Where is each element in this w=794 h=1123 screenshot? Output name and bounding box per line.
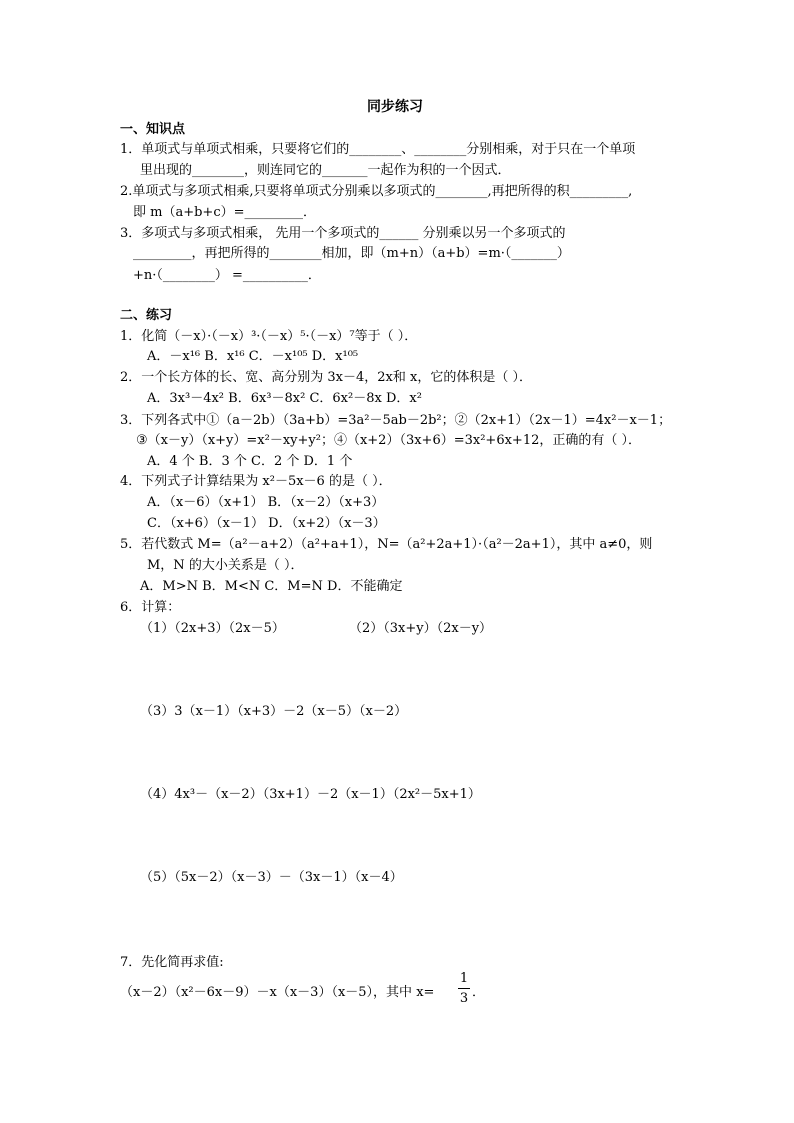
- q2-options: A．3x³－4x² B．6x³－8x² C．6x²－8x D．x²: [147, 391, 422, 406]
- q6-part-4: （4）4x³－（x－2）（3x+1）－2（x－1）（2x²－5x+1）: [140, 787, 481, 802]
- q4-options-ab: A．（x－6）（x+1） B．（x－2）（x+3）: [147, 495, 385, 510]
- page-title: 同步练习: [367, 99, 423, 115]
- q5-cont: M，N 的大小关系是（ ）．: [147, 558, 304, 573]
- s1-line-2: 里出现的________，则连同它的_______一起作为积的一个因式．: [140, 163, 511, 178]
- q5-options: A．M>N B．M<N C．M=N D．不能确定: [140, 579, 403, 594]
- q6-part-1: （1）（2x+3）（2x－5）: [140, 621, 285, 636]
- q5: 5．若代数式 M=（a²－a+2）（a²+a+1），N=（a²+2a+1）·（a²－2a+1），其中 a≠0，则: [120, 537, 653, 552]
- q7-fraction-bar: [458, 988, 470, 989]
- q6: 6．计算：: [120, 600, 181, 615]
- s1-line-7: +n·（________） =__________．: [133, 268, 321, 283]
- q3-options: A．4 个 B．3 个 C．2 个 D．1 个: [147, 454, 353, 469]
- section1-heading: 一、知识点: [120, 122, 186, 137]
- q1-options: A．－x¹⁶ B．x¹⁶ C．－x¹⁰⁵ D．x¹⁰⁵: [147, 349, 359, 364]
- q3-cont: ③（x－y）（x+y）=x²－xy+y²；④（x+2）（3x+6）=3x²+6x+12，正确的有（ ）．: [136, 433, 641, 448]
- s1-line-3: 2.单项式与多项式相乘,只要将单项式分别乘以多项式的________,再把所得的积_________,: [120, 184, 633, 199]
- q3: 3．下列各式中①（a－2b）（3a+b）=3a²－5ab－2b²；②（2x+1）（2x－1）=4x²－x－1；: [120, 413, 672, 428]
- q7-end: ．: [472, 985, 486, 1000]
- q6-part-3: （3）3（x－1）（x+3）－2（x－5）（x－2）: [140, 704, 408, 719]
- q6-part-5: （5）（5x－2）（x－3）－（3x－1）（x－4）: [140, 870, 403, 885]
- q7-fraction-denominator: 3: [459, 991, 469, 1006]
- q7-label: 7．先化简再求值:: [120, 955, 224, 970]
- q4: 4．下列式子计算结果为 x²－5x－6 的是（ ）．: [120, 474, 392, 489]
- q7-expression: （x－2）（x²－6x－9）－x（x－3）（x－5），其中 x=: [120, 985, 435, 1000]
- q1: 1．化简（－x）·（－x）³·（－x）⁵·（－x）⁷等于（ ）．: [120, 329, 418, 344]
- q7-fraction-numerator: 1: [459, 971, 469, 986]
- q6-part-2: （2）（3x+y）（2x－y）: [349, 621, 493, 636]
- q2: 2．一个长方体的长、宽、高分别为 3x－4，2x和 x，它的体积是（ ）．: [120, 370, 532, 385]
- s1-line-6: _________，再把所得的________相加，即（m+n）（a+b）=m·（_______）: [133, 246, 570, 261]
- section2-heading: 二、练习: [120, 308, 173, 323]
- s1-line-5: 3．多项式与多项式相乘， 先用一个多项式的______ 分别乘以另一个多项式的: [120, 226, 566, 241]
- q4-options-cd: C．（x+6）（x－1） D．（x+2）（x－3）: [147, 516, 386, 531]
- s1-line-4: 即 m（a+b+c）=_________．: [133, 205, 316, 220]
- s1-line-1: 1．单项式与单项式相乘，只要将它们的________、________分别相乘，对于只在一个单项: [120, 142, 636, 157]
